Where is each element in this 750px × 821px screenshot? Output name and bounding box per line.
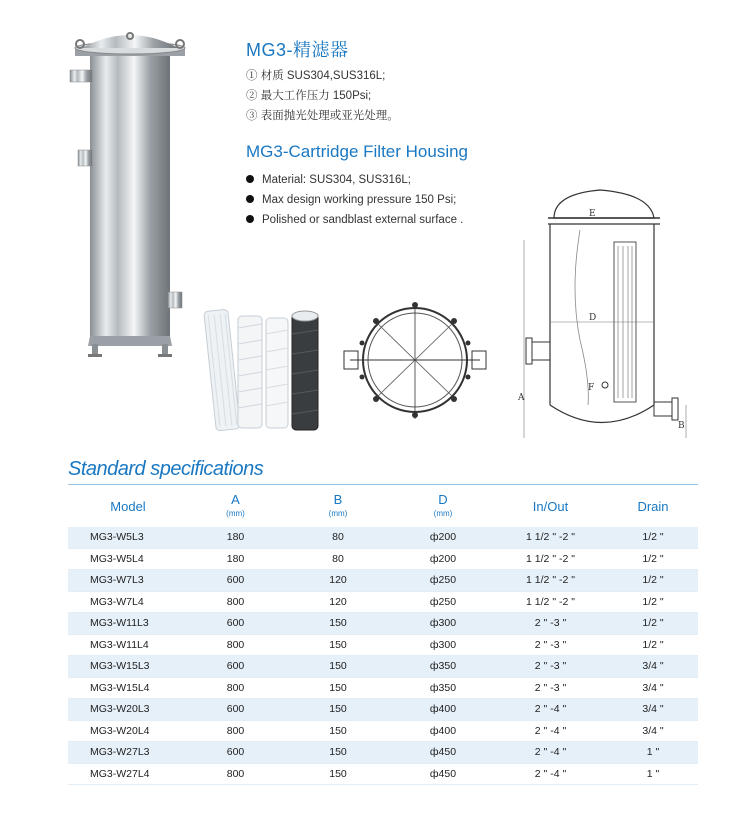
cell-a: 800 bbox=[188, 591, 283, 613]
cell-inout: 2 " -3 " bbox=[493, 656, 608, 678]
header-model: Model bbox=[110, 499, 146, 514]
table-row bbox=[68, 656, 698, 678]
cell-b: 150 bbox=[283, 742, 393, 764]
label-b: B bbox=[678, 421, 685, 431]
cell-model: MG3-W20L4 bbox=[68, 720, 188, 742]
title-english: MG3-Cartridge Filter Housing bbox=[246, 142, 469, 161]
cell-d: ф250 bbox=[393, 591, 493, 613]
cell-a: 180 bbox=[188, 527, 283, 548]
cell-b: 150 bbox=[283, 613, 393, 635]
cell-d: ф200 bbox=[393, 548, 493, 570]
table-row bbox=[68, 742, 698, 764]
cell-model: MG3-W7L4 bbox=[68, 591, 188, 613]
cell-a: 600 bbox=[188, 656, 283, 678]
cell-model: MG3-W15L4 bbox=[68, 677, 188, 699]
table-row bbox=[68, 527, 698, 548]
cell-d: ф350 bbox=[393, 656, 493, 678]
cell-a: 800 bbox=[188, 677, 283, 699]
cell-drain: 1/2 " bbox=[608, 634, 698, 656]
table-row bbox=[68, 677, 698, 699]
cell-d: ф250 bbox=[393, 570, 493, 592]
cell-inout: 2 " -4 " bbox=[493, 720, 608, 742]
header-a: A (mm) bbox=[226, 492, 245, 518]
feature-en-2: Max design working pressure 150 Psi; bbox=[246, 190, 463, 210]
spec-table bbox=[68, 487, 698, 785]
cell-model: MG3-W5L4 bbox=[68, 548, 188, 570]
cell-b: 120 bbox=[283, 591, 393, 613]
cell-a: 800 bbox=[188, 634, 283, 656]
cell-model: MG3-W11L4 bbox=[68, 634, 188, 656]
title-chinese: MG3-精滤器 bbox=[246, 40, 349, 60]
cell-drain: 1/2 " bbox=[608, 548, 698, 570]
cell-model: MG3-W7L3 bbox=[68, 570, 188, 592]
cell-a: 180 bbox=[188, 548, 283, 570]
cell-inout: 1 1/2 " -2 " bbox=[493, 591, 608, 613]
cell-d: ф450 bbox=[393, 763, 493, 785]
cell-b: 150 bbox=[283, 699, 393, 721]
cell-b: 150 bbox=[283, 763, 393, 785]
feature-en-1: Material: SUS304, SUS316L; bbox=[246, 170, 463, 190]
table-row bbox=[68, 763, 698, 785]
cell-d: ф400 bbox=[393, 720, 493, 742]
cell-a: 800 bbox=[188, 720, 283, 742]
cell-drain: 1/2 " bbox=[608, 527, 698, 548]
table-row bbox=[68, 591, 698, 613]
cell-drain: 3/4 " bbox=[608, 720, 698, 742]
filter-cartridges-image bbox=[198, 300, 338, 435]
label-e: E bbox=[589, 209, 596, 219]
header-d: D (mm) bbox=[433, 492, 453, 518]
cell-d: ф200 bbox=[393, 527, 493, 548]
feature-cn-3: ③ 表面抛光处理或亚光处理。 bbox=[246, 110, 399, 122]
cell-b: 150 bbox=[283, 677, 393, 699]
cell-inout: 2 " -3 " bbox=[493, 634, 608, 656]
cell-b: 150 bbox=[283, 720, 393, 742]
cell-d: ф450 bbox=[393, 742, 493, 764]
top-view-drawing bbox=[340, 295, 490, 430]
header-drain: Drain bbox=[637, 499, 669, 514]
cell-b: 150 bbox=[283, 634, 393, 656]
cell-d: ф300 bbox=[393, 634, 493, 656]
cell-drain: 3/4 " bbox=[608, 699, 698, 721]
cell-inout: 1 1/2 " -2 " bbox=[493, 527, 608, 548]
cell-b: 120 bbox=[283, 570, 393, 592]
cell-a: 600 bbox=[188, 613, 283, 635]
spec-table-body bbox=[68, 527, 698, 785]
label-f: F bbox=[588, 383, 595, 393]
cell-b: 150 bbox=[283, 656, 393, 678]
bullet-icon bbox=[246, 215, 254, 223]
cell-inout: 2 " -4 " bbox=[493, 742, 608, 764]
bullet-icon bbox=[246, 175, 254, 183]
cell-a: 800 bbox=[188, 763, 283, 785]
cell-drain: 1/2 " bbox=[608, 570, 698, 592]
label-d: D bbox=[589, 313, 597, 323]
cell-drain: 3/4 " bbox=[608, 677, 698, 699]
cell-drain: 1 " bbox=[608, 742, 698, 764]
cell-inout: 2 " -4 " bbox=[493, 699, 608, 721]
cell-inout: 2 " -3 " bbox=[493, 677, 608, 699]
table-row bbox=[68, 548, 698, 570]
feature-en-3: Polished or sandblast external surface . bbox=[246, 210, 463, 230]
cell-d: ф350 bbox=[393, 677, 493, 699]
header-inout: In/Out bbox=[532, 499, 569, 514]
feature-cn-2: ② 最大工作压力 150Psi; bbox=[246, 90, 372, 102]
cell-drain: 1/2 " bbox=[608, 591, 698, 613]
table-row bbox=[68, 570, 698, 592]
table-row bbox=[68, 613, 698, 635]
table-row bbox=[68, 634, 698, 656]
cell-inout: 1 1/2 " -2 " bbox=[493, 570, 608, 592]
features-chinese bbox=[246, 66, 399, 126]
cell-model: MG3-W27L3 bbox=[68, 742, 188, 764]
section-drawing bbox=[520, 180, 695, 445]
cell-inout: 2 " -3 " bbox=[493, 613, 608, 635]
cell-drain: 1 " bbox=[608, 763, 698, 785]
cell-inout: 2 " -4 " bbox=[493, 763, 608, 785]
cell-b: 80 bbox=[283, 548, 393, 570]
cell-a: 600 bbox=[188, 570, 283, 592]
cell-d: ф400 bbox=[393, 699, 493, 721]
cell-drain: 1/2 " bbox=[608, 613, 698, 635]
cell-a: 600 bbox=[188, 742, 283, 764]
cell-drain: 3/4 " bbox=[608, 656, 698, 678]
cell-inout: 1 1/2 " -2 " bbox=[493, 548, 608, 570]
spec-divider bbox=[68, 484, 698, 485]
table-row bbox=[68, 720, 698, 742]
filter-housing-photo bbox=[70, 30, 190, 370]
cell-model: MG3-W15L3 bbox=[68, 656, 188, 678]
cell-model: MG3-W5L3 bbox=[68, 527, 188, 548]
table-row bbox=[68, 699, 698, 721]
cell-model: MG3-W11L3 bbox=[68, 613, 188, 635]
features-english bbox=[246, 170, 463, 230]
feature-cn-1: ① 材质 SUS304,SUS316L; bbox=[246, 70, 386, 82]
cell-b: 80 bbox=[283, 527, 393, 548]
spec-header-row bbox=[68, 487, 698, 527]
cell-a: 600 bbox=[188, 699, 283, 721]
header-b: B (mm) bbox=[328, 492, 348, 518]
bullet-icon bbox=[246, 195, 254, 203]
cell-d: ф300 bbox=[393, 613, 493, 635]
cell-model: MG3-W27L4 bbox=[68, 763, 188, 785]
label-a: A bbox=[518, 393, 525, 403]
cell-model: MG3-W20L3 bbox=[68, 699, 188, 721]
spec-title: Standard specifications bbox=[68, 458, 264, 480]
